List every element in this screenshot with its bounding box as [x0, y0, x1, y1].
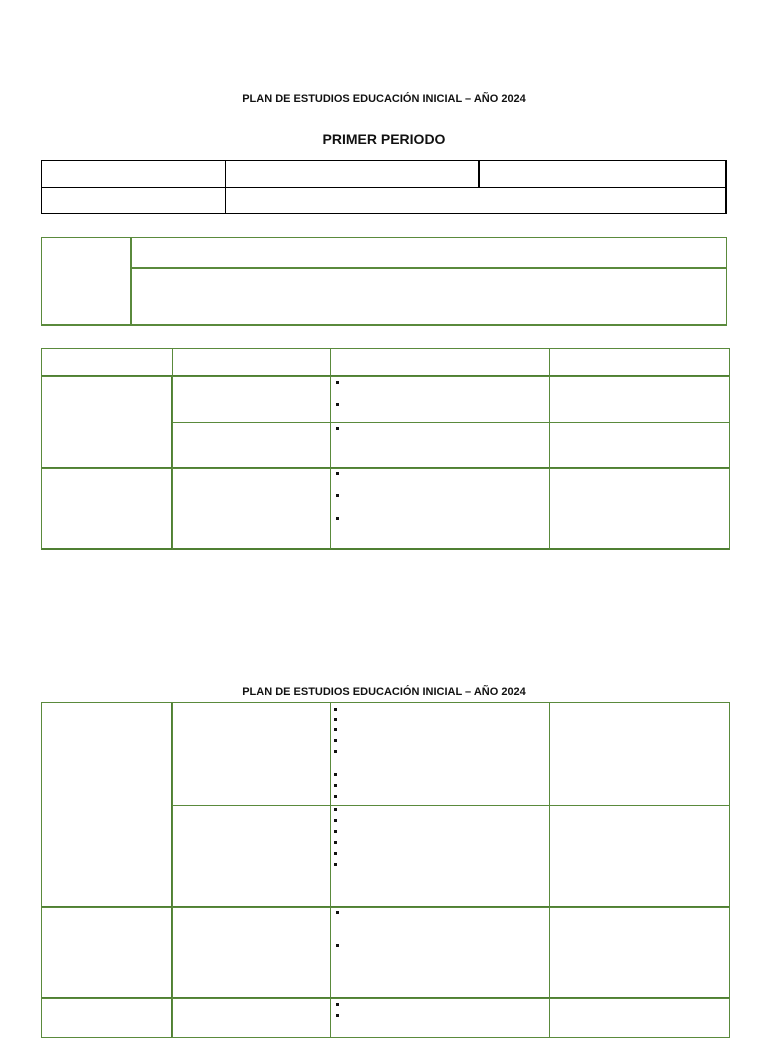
table-row [330, 468, 550, 550]
table-row [172, 907, 331, 999]
plan-title: PLAN DE ESTUDIOS EDUCACIÓN INICIAL – AÑO 2024 [242, 93, 526, 105]
bullet-icon [334, 841, 337, 844]
table-row [172, 422, 331, 469]
page2-plan-title: PLAN DE ESTUDIOS EDUCACIÓN INICIAL – AÑO 2024 [242, 686, 526, 698]
bullet-icon [334, 784, 337, 787]
table-row [41, 468, 173, 550]
table-header-cell [41, 348, 173, 377]
table-row [41, 376, 173, 469]
bullet-icon [334, 708, 337, 711]
table-row [549, 422, 730, 469]
bullet-icon [334, 750, 337, 753]
curriculum-table-continued [41, 702, 730, 1032]
objective-label-cell [41, 237, 132, 326]
table-row [330, 702, 550, 806]
bullet-icon [336, 381, 339, 384]
table-row [41, 907, 173, 999]
info-cell-2 [225, 160, 480, 188]
table-row [549, 468, 730, 550]
objective-bottom-cell [130, 267, 727, 326]
table-row [172, 376, 331, 423]
table-row [172, 702, 331, 806]
bullet-icon [334, 773, 337, 776]
info-cell-1 [41, 160, 226, 188]
bullet-icon [334, 728, 337, 731]
table-row [41, 702, 173, 908]
info-table [41, 160, 727, 214]
table-header-cell [172, 348, 331, 377]
objective-box [41, 237, 727, 326]
table-header-cell [330, 348, 550, 377]
bullet-icon [336, 472, 339, 475]
table-row [172, 998, 331, 1038]
bullet-icon [336, 1014, 339, 1017]
bullet-icon [334, 795, 337, 798]
table-row [172, 468, 331, 550]
table-header-cell [549, 348, 730, 377]
curriculum-table [41, 348, 730, 550]
table-row [549, 805, 730, 908]
bullet-icon [336, 427, 339, 430]
table-row [330, 998, 550, 1038]
bullet-icon [334, 852, 337, 855]
table-row [549, 907, 730, 999]
table-row [549, 998, 730, 1038]
info-cell-5 [225, 187, 727, 214]
table-row [41, 998, 173, 1038]
info-cell-4 [41, 187, 226, 214]
objective-top-cell [130, 237, 727, 269]
table-row [330, 907, 550, 999]
bullet-icon [334, 863, 337, 866]
bullet-icon [334, 819, 337, 822]
bullet-icon [336, 944, 339, 947]
bullet-icon [336, 517, 339, 520]
bullet-icon [334, 830, 337, 833]
info-cell-3 [478, 160, 727, 188]
table-row [330, 422, 550, 469]
bullet-icon [334, 739, 337, 742]
bullet-icon [336, 494, 339, 497]
bullet-icon [334, 718, 337, 721]
bullet-icon [336, 911, 339, 914]
table-row [330, 376, 550, 423]
bullet-icon [336, 1003, 339, 1006]
table-row [549, 702, 730, 806]
bullet-icon [334, 808, 337, 811]
table-row [330, 805, 550, 908]
bullet-icon [336, 403, 339, 406]
period-title: PRIMER PERIODO [322, 131, 446, 147]
table-row [172, 805, 331, 908]
table-row [549, 376, 730, 423]
